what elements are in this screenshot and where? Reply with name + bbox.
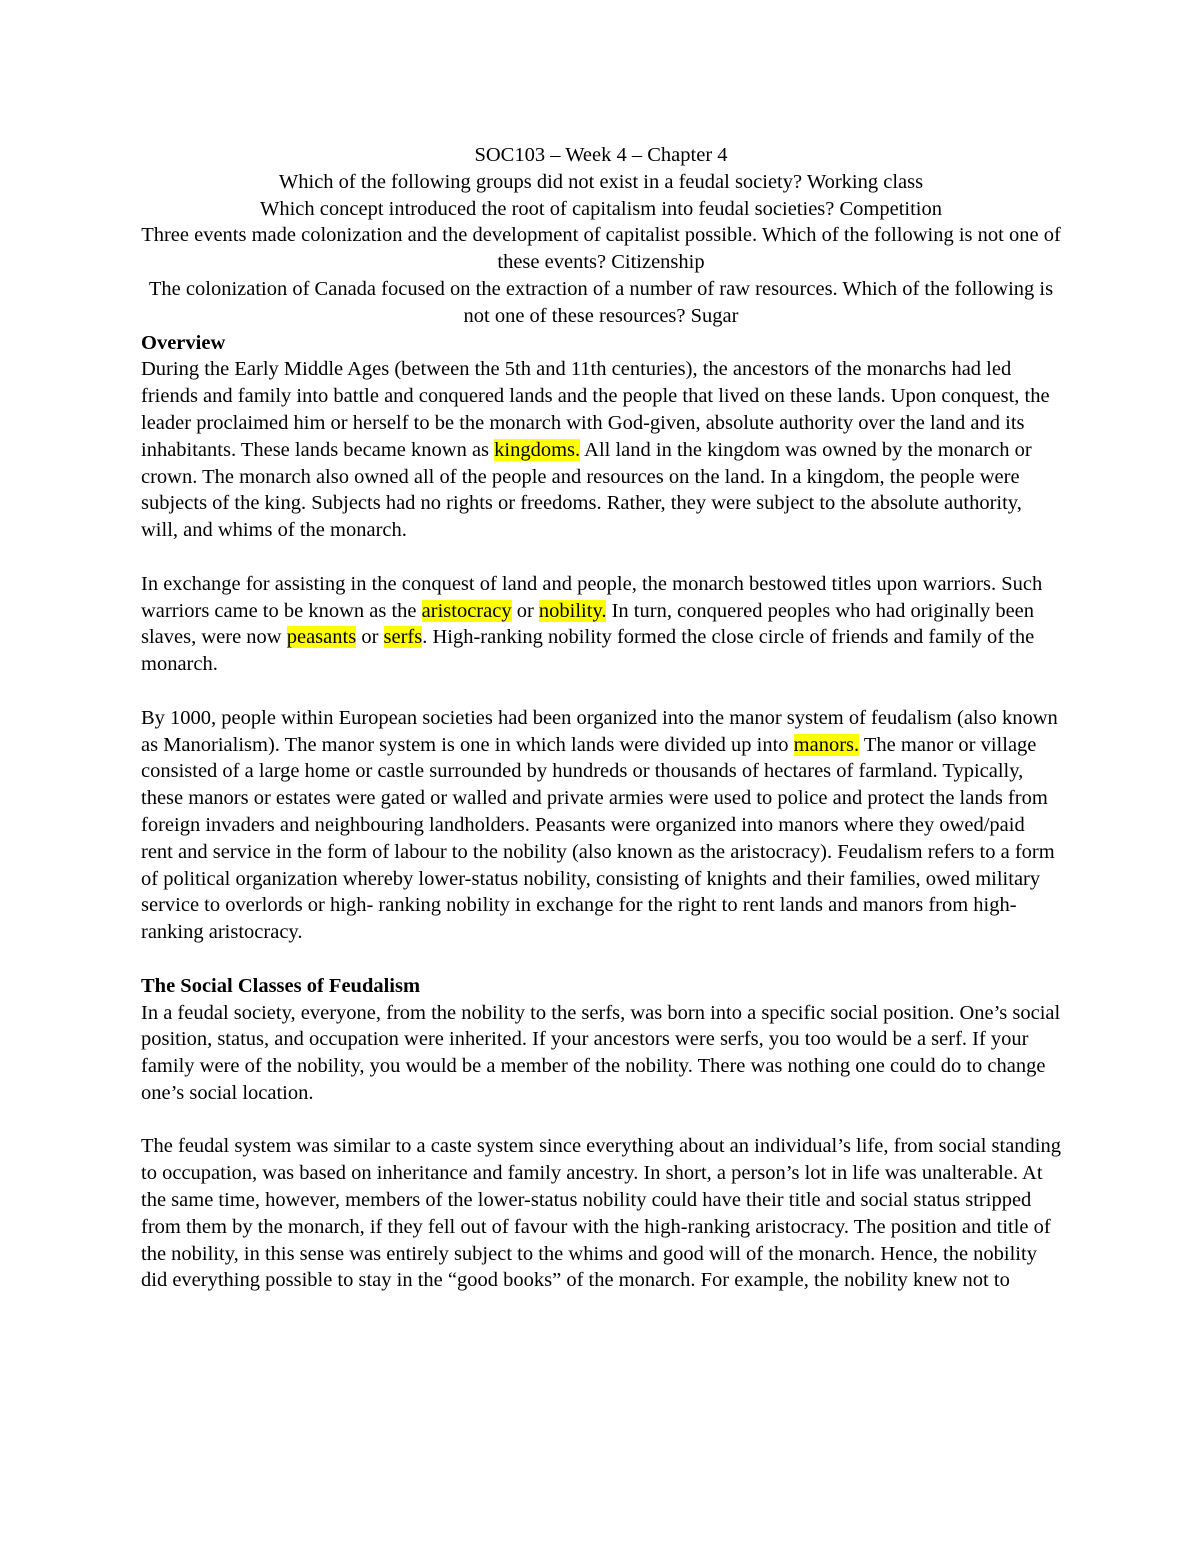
document-title: SOC103 – Week 4 – Chapter 4	[474, 144, 728, 166]
overview-paragraph-3	[141, 705, 1061, 946]
question-4: The colonization of Canada focused on the extraction of a number of raw resources. Which of the following is not one of these resources? Sugar	[148, 277, 1054, 327]
text-segment: By 1000, people within European societies had been organized into the manor system of feudalism (also known as Manorialism). The manor system is one in which lands were divided up into	[141, 706, 1058, 756]
highlighted-term-aristocracy: aristocracy	[421, 599, 512, 622]
text-segment: All land in the kingdom was owned by the monarch or crown. The monarch also owned all of the people and resources on the land. In a kingdom, the people were subjects of the king. Subjects had no rights or freedoms. Rather, they were subject to the absolute authority, will, and whims of the monarch.	[141, 438, 1032, 542]
question-3: Three events made colonization and the development of capitalist possible. Which of the following is not one of these events? Citizenship	[141, 224, 1061, 274]
highlighted-term-manors: manors.	[793, 733, 860, 756]
text-segment: The manor or village consisted of a large home or castle surrounded by hundreds or thousands of hectares of farmland. Typically, these manors or estates were gated or walled and private armies were used to police and protect the lands from foreign invaders and neighbouring landholders. Peasants were organized into manors where they owed/paid rent and service in the form of labour to the nobility (also known as the aristocracy). Feudalism refers to a form of political organization whereby lower-status nobility, consisting of knights and their families, owed military service to overlords or high- ranking nobility in exchange for the right to rent lands and manors from high-ranking aristocracy.	[141, 733, 1055, 944]
text-segment: In exchange for assisting in the conquest of land and people, the monarch bestowed titles upon warriors. Such warriors came to be known as the	[141, 572, 1043, 622]
social-classes-paragraph-2: The feudal system was similar to a caste system since everything about an individual’s life, from social standing to occupation, was based on inheritance and family ancestry. In short, a person’s lot in life was unalterable. At the same time, however, members of the lower-status nobility could have their title and social status stripped from them by the monarch, if they fell out of favour with the high-ranking aristocracy. The position and title of the nobility, in this sense was entirely subject to the whims and good will of the monarch. Hence, the nobility did everything possible to stay in the “good books” of the monarch. For example, the nobility knew not to	[141, 1135, 1061, 1292]
text-segment: . High-ranking nobility formed the close circle of friends and family of the monarch.	[141, 626, 1035, 676]
overview-paragraph-2	[141, 571, 1061, 678]
text-segment: During the Early Middle Ages (between the 5th and 11th centuries), the ancestors of the monarchs had led friends and family into battle and conquered lands and the people that lived on these lands. Upon conquest, the leader proclaimed him or herself to be the monarch with God-given, absolute authority over the land and its inhabitants. These lands became known as	[141, 358, 1050, 461]
highlighted-term-kingdoms: kingdoms.	[494, 438, 581, 461]
text-segment: or	[356, 626, 384, 649]
highlighted-term-nobility: nobility.	[538, 599, 607, 622]
overview-paragraph-1	[141, 356, 1061, 544]
question-1: Which of the following groups did not exist in a feudal society? Working class	[278, 170, 924, 193]
text-segment: In turn, conquered peoples who had originally been slaves, were now	[141, 599, 1035, 649]
highlighted-term-peasants: peasants	[286, 626, 357, 649]
social-classes-heading: The Social Classes of Feudalism	[141, 974, 421, 997]
social-classes-paragraph-1: In a feudal society, everyone, from the nobility to the serfs, was born into a specific social position. One’s social position, status, and occupation were inherited. If your ancestors were serfs, you too would be a serf. If your family were of the nobility, you would be a member of the nobility. There was nothing one could do to change one’s social location.	[141, 1001, 1061, 1104]
document-header	[141, 142, 1061, 330]
text-segment: or	[511, 599, 539, 622]
document-page	[141, 142, 1061, 1294]
highlighted-term-serfs: serfs	[383, 626, 423, 649]
question-2: Which concept introduced the root of capitalism into feudal societies? Competition	[260, 197, 942, 220]
overview-heading: Overview	[141, 331, 226, 354]
